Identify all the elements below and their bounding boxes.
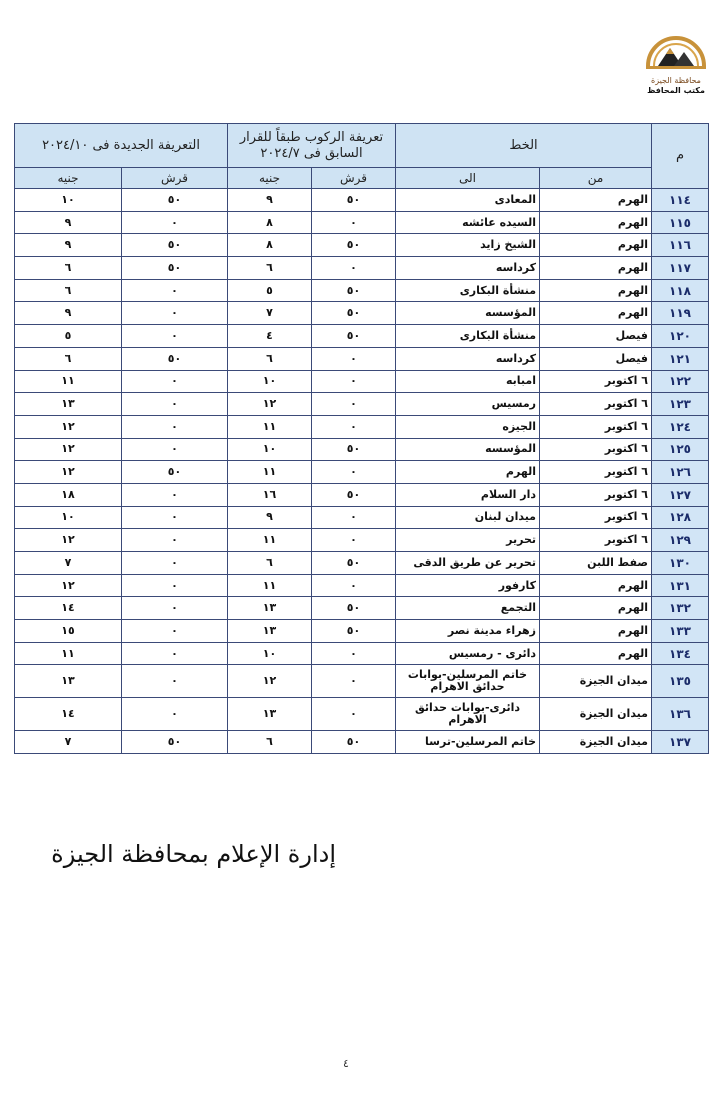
table-row <box>15 665 709 698</box>
row-to: زهراء مدينة نصر <box>396 620 540 643</box>
row-new-pound: ١٢ <box>15 461 122 484</box>
row-new-pound: ١٥ <box>15 620 122 643</box>
row-old-pound: ١٣ <box>228 620 312 643</box>
table-row <box>15 597 709 620</box>
row-old-pound: ٨ <box>228 211 312 234</box>
row-new-pound: ٩ <box>15 234 122 257</box>
row-new-piaster: ٠ <box>122 574 228 597</box>
logo-office-text: مكتب المحافظ <box>647 86 705 95</box>
row-old-piaster: ٠ <box>312 211 396 234</box>
row-number: ١١٥ <box>652 211 709 234</box>
row-from: ٦ اكتوبر <box>540 370 652 393</box>
row-from: ٦ اكتوبر <box>540 393 652 416</box>
row-number: ١٣٤ <box>652 642 709 665</box>
row-old-pound: ١٦ <box>228 483 312 506</box>
row-old-pound: ٩ <box>228 506 312 529</box>
row-to: الشيخ زايد <box>396 234 540 257</box>
row-from: الهرم <box>540 234 652 257</box>
table-row <box>15 620 709 643</box>
row-old-pound: ١٣ <box>228 597 312 620</box>
table-row <box>15 211 709 234</box>
row-from: الهرم <box>540 279 652 302</box>
row-new-pound: ١٠ <box>15 506 122 529</box>
row-new-piaster: ٥٠ <box>122 731 228 754</box>
header-new-pound: جنيه <box>15 168 122 189</box>
row-new-piaster: ٥٠ <box>122 189 228 212</box>
table-row <box>15 257 709 280</box>
fares-table <box>14 123 709 754</box>
row-new-piaster: ٠ <box>122 620 228 643</box>
row-old-piaster: ٠ <box>312 393 396 416</box>
row-to: منشأة البكارى <box>396 279 540 302</box>
table-row <box>15 393 709 416</box>
table-row <box>15 370 709 393</box>
row-old-pound: ٥ <box>228 279 312 302</box>
footer-department-title: إدارة الإعلام بمحافظة الجيزة <box>51 840 336 868</box>
row-new-pound: ١٢ <box>15 574 122 597</box>
row-old-piaster: ٥٠ <box>312 620 396 643</box>
logo-governorate-text: محافظة الجيزة <box>651 76 701 85</box>
row-number: ١١٤ <box>652 189 709 212</box>
row-old-pound: ١١ <box>228 574 312 597</box>
row-old-pound: ٩ <box>228 189 312 212</box>
row-new-piaster: ٠ <box>122 483 228 506</box>
row-new-pound: ١٠ <box>15 189 122 212</box>
row-old-piaster: ٠ <box>312 347 396 370</box>
row-new-piaster: ٠ <box>122 211 228 234</box>
row-old-piaster: ٠ <box>312 506 396 529</box>
row-new-pound: ١٤ <box>15 698 122 731</box>
row-new-pound: ١٢ <box>15 438 122 461</box>
row-number: ١١٧ <box>652 257 709 280</box>
row-new-piaster: ٠ <box>122 642 228 665</box>
row-to: تحرير عن طريق الدقى <box>396 552 540 575</box>
row-to: دار السلام <box>396 483 540 506</box>
governorate-logo <box>640 18 712 98</box>
header-old-pound: جنيه <box>228 168 312 189</box>
row-old-pound: ١١ <box>228 461 312 484</box>
row-old-piaster: ٥٠ <box>312 552 396 575</box>
row-from: الهرم <box>540 620 652 643</box>
row-number: ١٣٧ <box>652 731 709 754</box>
row-old-pound: ٧ <box>228 302 312 325</box>
row-new-piaster: ٠ <box>122 302 228 325</box>
row-from: ميدان الجيزة <box>540 698 652 731</box>
row-number: ١٣٢ <box>652 597 709 620</box>
row-to: خاتم المرسلين-بوابات حدائق الاهرام <box>396 665 540 698</box>
row-from: الهرم <box>540 189 652 212</box>
row-from: ٦ اكتوبر <box>540 438 652 461</box>
row-new-pound: ١١ <box>15 370 122 393</box>
row-from: فيصل <box>540 347 652 370</box>
row-new-pound: ٧ <box>15 731 122 754</box>
row-new-pound: ١٨ <box>15 483 122 506</box>
row-old-piaster: ٥٠ <box>312 279 396 302</box>
row-from: ٦ اكتوبر <box>540 483 652 506</box>
table-row <box>15 461 709 484</box>
row-new-piaster: ٠ <box>122 552 228 575</box>
row-new-piaster: ٠ <box>122 506 228 529</box>
table-row <box>15 506 709 529</box>
row-to: الهرم <box>396 461 540 484</box>
row-to: تحرير <box>396 529 540 552</box>
row-to: خاتم المرسلين-ترسا <box>396 731 540 754</box>
row-old-piaster: ٠ <box>312 461 396 484</box>
row-to: كرداسه <box>396 257 540 280</box>
row-new-pound: ٦ <box>15 347 122 370</box>
row-old-piaster: ٠ <box>312 574 396 597</box>
row-from: الهرم <box>540 257 652 280</box>
row-to: رمسيس <box>396 393 540 416</box>
row-from: الهرم <box>540 302 652 325</box>
row-new-pound: ٦ <box>15 257 122 280</box>
row-number: ١٢٨ <box>652 506 709 529</box>
table-row <box>15 529 709 552</box>
row-new-pound: ١٢ <box>15 529 122 552</box>
row-from: الهرم <box>540 211 652 234</box>
row-to: كارفور <box>396 574 540 597</box>
row-number: ١٢٩ <box>652 529 709 552</box>
row-number: ١٢٤ <box>652 415 709 438</box>
row-from: فيصل <box>540 325 652 348</box>
row-old-pound: ١١ <box>228 529 312 552</box>
row-number: ١٢٠ <box>652 325 709 348</box>
row-number: ١٢١ <box>652 347 709 370</box>
table-row <box>15 347 709 370</box>
row-old-pound: ١٠ <box>228 370 312 393</box>
row-old-piaster: ٥٠ <box>312 302 396 325</box>
row-from: صفط اللبن <box>540 552 652 575</box>
row-from: ٦ اكتوبر <box>540 529 652 552</box>
row-to: المؤسسه <box>396 438 540 461</box>
row-old-piaster: ٥٠ <box>312 325 396 348</box>
row-from: الهرم <box>540 574 652 597</box>
row-old-piaster: ٥٠ <box>312 731 396 754</box>
row-old-pound: ١٢ <box>228 665 312 698</box>
table-row <box>15 325 709 348</box>
row-old-piaster: ٥٠ <box>312 597 396 620</box>
header-new-piaster: قرش <box>122 168 228 189</box>
row-number: ١٢٦ <box>652 461 709 484</box>
header-from: من <box>540 168 652 189</box>
table-row <box>15 483 709 506</box>
row-old-pound: ٦ <box>228 552 312 575</box>
row-new-pound: ٦ <box>15 279 122 302</box>
row-new-piaster: ٠ <box>122 698 228 731</box>
row-number: ١٢٧ <box>652 483 709 506</box>
row-from: ميدان الجيزة <box>540 731 652 754</box>
row-old-piaster: ٠ <box>312 529 396 552</box>
row-new-pound: ١٢ <box>15 415 122 438</box>
row-number: ١١٩ <box>652 302 709 325</box>
row-new-piaster: ٥٠ <box>122 461 228 484</box>
header-number: م <box>652 124 709 189</box>
row-to: الجيزه <box>396 415 540 438</box>
row-new-pound: ٥ <box>15 325 122 348</box>
row-number: ١٣٦ <box>652 698 709 731</box>
table-row <box>15 731 709 754</box>
row-from: الهرم <box>540 597 652 620</box>
row-to: دائرى - رمسيس <box>396 642 540 665</box>
row-new-piaster: ٠ <box>122 415 228 438</box>
row-new-piaster: ٠ <box>122 279 228 302</box>
page-number: ٤ <box>343 1057 349 1070</box>
header-new-fare: التعريفة الجديدة فى ٢٠٢٤/١٠ <box>15 124 228 168</box>
table-row <box>15 234 709 257</box>
row-new-pound: ٧ <box>15 552 122 575</box>
row-from: الهرم <box>540 642 652 665</box>
table-row <box>15 415 709 438</box>
row-old-pound: ٤ <box>228 325 312 348</box>
row-new-piaster: ٥٠ <box>122 347 228 370</box>
table-row <box>15 552 709 575</box>
row-new-pound: ٩ <box>15 302 122 325</box>
row-old-piaster: ٠ <box>312 665 396 698</box>
row-old-piaster: ٠ <box>312 698 396 731</box>
row-old-pound: ١١ <box>228 415 312 438</box>
row-to: امبابه <box>396 370 540 393</box>
row-new-pound: ٩ <box>15 211 122 234</box>
row-new-piaster: ٠ <box>122 438 228 461</box>
row-from: ٦ اكتوبر <box>540 461 652 484</box>
row-old-pound: ١٢ <box>228 393 312 416</box>
table-row <box>15 302 709 325</box>
row-old-pound: ٦ <box>228 731 312 754</box>
row-from: ٦ اكتوبر <box>540 506 652 529</box>
row-number: ١٢٣ <box>652 393 709 416</box>
header-old-fare: تعريفة الركوب طبقاً للقرار السابق فى ٢٠٢٤/٧ <box>228 124 396 168</box>
row-to: السيده عائشه <box>396 211 540 234</box>
row-number: ١٣٣ <box>652 620 709 643</box>
row-new-piaster: ٠ <box>122 529 228 552</box>
row-number: ١٣٥ <box>652 665 709 698</box>
row-old-pound: ٨ <box>228 234 312 257</box>
row-to: منشأة البكارى <box>396 325 540 348</box>
row-to: كرداسه <box>396 347 540 370</box>
table-row <box>15 438 709 461</box>
row-number: ١٢٥ <box>652 438 709 461</box>
row-old-pound: ١٠ <box>228 438 312 461</box>
row-old-piaster: ٥٠ <box>312 438 396 461</box>
header-line: الخط <box>396 124 652 168</box>
row-new-pound: ١٣ <box>15 393 122 416</box>
row-number: ١١٨ <box>652 279 709 302</box>
row-from: ٦ اكتوبر <box>540 415 652 438</box>
table-row <box>15 574 709 597</box>
row-to: المؤسسه <box>396 302 540 325</box>
row-new-piaster: ٠ <box>122 393 228 416</box>
row-number: ١١٦ <box>652 234 709 257</box>
row-old-piaster: ٠ <box>312 415 396 438</box>
row-new-piaster: ٠ <box>122 370 228 393</box>
row-old-piaster: ٥٠ <box>312 234 396 257</box>
row-old-piaster: ٠ <box>312 642 396 665</box>
row-to: التجمع <box>396 597 540 620</box>
row-number: ١٢٢ <box>652 370 709 393</box>
row-to: ميدان لبنان <box>396 506 540 529</box>
header-to: الى <box>396 168 540 189</box>
row-old-pound: ١٣ <box>228 698 312 731</box>
row-to: المعادى <box>396 189 540 212</box>
row-new-pound: ١١ <box>15 642 122 665</box>
pyramids-emblem-icon <box>640 18 712 76</box>
row-old-piaster: ٥٠ <box>312 483 396 506</box>
row-old-piaster: ٥٠ <box>312 189 396 212</box>
row-number: ١٣١ <box>652 574 709 597</box>
row-new-piaster: ٥٠ <box>122 257 228 280</box>
row-from: ميدان الجيزة <box>540 665 652 698</box>
table-row <box>15 189 709 212</box>
row-new-piaster: ٠ <box>122 325 228 348</box>
row-new-piaster: ٠ <box>122 665 228 698</box>
row-old-pound: ٦ <box>228 257 312 280</box>
row-number: ١٣٠ <box>652 552 709 575</box>
row-new-pound: ١٤ <box>15 597 122 620</box>
table-row <box>15 642 709 665</box>
table-row <box>15 698 709 731</box>
row-old-piaster: ٠ <box>312 257 396 280</box>
header-old-piaster: قرش <box>312 168 396 189</box>
table-row <box>15 279 709 302</box>
row-new-piaster: ٥٠ <box>122 234 228 257</box>
row-old-pound: ١٠ <box>228 642 312 665</box>
row-new-piaster: ٠ <box>122 597 228 620</box>
row-old-piaster: ٠ <box>312 370 396 393</box>
row-new-pound: ١٣ <box>15 665 122 698</box>
row-to: دائرى-بوابات حدائق الاهرام <box>396 698 540 731</box>
row-old-pound: ٦ <box>228 347 312 370</box>
